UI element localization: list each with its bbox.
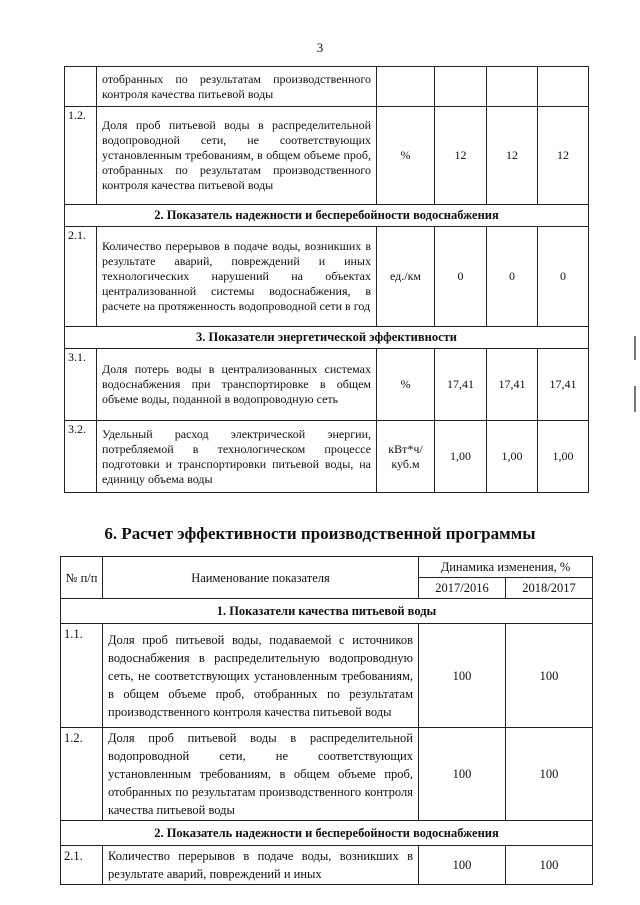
section-header-row (65, 205, 589, 227)
row-unit: % (377, 107, 435, 205)
row-value (538, 67, 589, 107)
row-description: Количество перерывов в подаче воды, возникших в результате аварий, повреждений и иных (103, 846, 419, 885)
header-period: 2017/2016 (419, 578, 506, 599)
row-number: 3.2. (65, 421, 97, 493)
row-number (65, 67, 97, 107)
row-number: 2.1. (61, 846, 103, 885)
scan-mark (634, 386, 636, 412)
section-header-row (61, 599, 593, 624)
table-row (65, 67, 589, 107)
table-row (65, 349, 589, 421)
row-unit: ед./км (377, 227, 435, 327)
row-description: Удельный расход электрической энергии, потребляемой в технологическом процессе подготовки и транспортировки питьевой воды, на единицу объема воды (97, 421, 377, 493)
row-value: 1,00 (487, 421, 538, 493)
row-value: 100 (419, 846, 506, 885)
row-value: 100 (419, 624, 506, 728)
row-value: 100 (506, 846, 593, 885)
scan-mark (634, 336, 636, 360)
section-title: 2. Показатель надежности и бесперебойности водоснабжения (61, 821, 593, 846)
row-value: 12 (435, 107, 487, 205)
table-row (61, 624, 593, 728)
row-description: Доля проб питьевой воды, подаваемой с источников водоснабжения в распределительную водопроводную сеть, не соответствующих установленным требованиям, в общем объеме проб, отобранных по результатам производственного контроля качества питьевой воды (103, 624, 419, 728)
row-value: 0 (538, 227, 589, 327)
section-title: 1. Показатели качества питьевой воды (61, 599, 593, 624)
row-value: 1,00 (538, 421, 589, 493)
efficiency-table (60, 556, 593, 885)
row-description: Количество перерывов в подаче воды, возникших в результате аварий, повреждений и иных технологических нарушений на объектах централизованной системы водоснабжения, в расчете на протяженность водопроводной сети в год (97, 227, 377, 327)
row-number: 3.1. (65, 349, 97, 421)
indicators-table (64, 66, 589, 493)
row-unit (377, 67, 435, 107)
row-value: 17,41 (538, 349, 589, 421)
table-row (65, 227, 589, 327)
header-num: № п/п (61, 557, 103, 599)
table-row (61, 728, 593, 821)
header-period: 2018/2017 (506, 578, 593, 599)
row-value: 100 (506, 624, 593, 728)
row-value: 12 (538, 107, 589, 205)
section-title: 3. Показатели энергетической эффективности (65, 327, 589, 349)
header-dynamics: Динамика изменения, % (419, 557, 593, 578)
row-value: 12 (487, 107, 538, 205)
row-value: 100 (419, 728, 506, 821)
row-number: 1.2. (65, 107, 97, 205)
row-value: 17,41 (487, 349, 538, 421)
section-header-row (65, 327, 589, 349)
page-number: 3 (316, 40, 324, 55)
section-header-row (61, 821, 593, 846)
row-description: отобранных по результатам производственного контроля качества питьевой воды (97, 67, 377, 107)
row-value (435, 67, 487, 107)
header-name: Наименование показателя (103, 557, 419, 599)
row-number: 1.2. (61, 728, 103, 821)
row-unit: % (377, 349, 435, 421)
row-value: 1,00 (435, 421, 487, 493)
section-title: 2. Показатель надежности и бесперебойности водоснабжения (65, 205, 589, 227)
row-number: 2.1. (65, 227, 97, 327)
row-number: 1.1. (61, 624, 103, 728)
row-description: Доля проб питьевой воды в распределительной водопроводной сети, не соответствующих установленным требованиям, в общем объеме проб, отобранных по результатам производственного контроля качества питьевой воды (97, 107, 377, 205)
section-heading: 6. Расчет эффективности производственной программы (104, 524, 536, 543)
row-value: 0 (487, 227, 538, 327)
row-value: 100 (506, 728, 593, 821)
row-unit: кВт*ч/ куб.м (377, 421, 435, 493)
row-value: 0 (435, 227, 487, 327)
row-description: Доля проб питьевой воды в распределительной водопроводной сети, не соответствующих установленным требованиям, в общем объеме проб, отобранных по результатам производственного контроля качества питьевой воды (103, 728, 419, 821)
table-row (61, 846, 593, 885)
table-header-row (61, 557, 593, 578)
table-row (65, 421, 589, 493)
table-row (65, 107, 589, 205)
row-value: 17,41 (435, 349, 487, 421)
row-description: Доля потерь воды в централизованных системах водоснабжения при транспортировке в общем объеме воды, поданной в водопроводную сеть (97, 349, 377, 421)
row-value (487, 67, 538, 107)
